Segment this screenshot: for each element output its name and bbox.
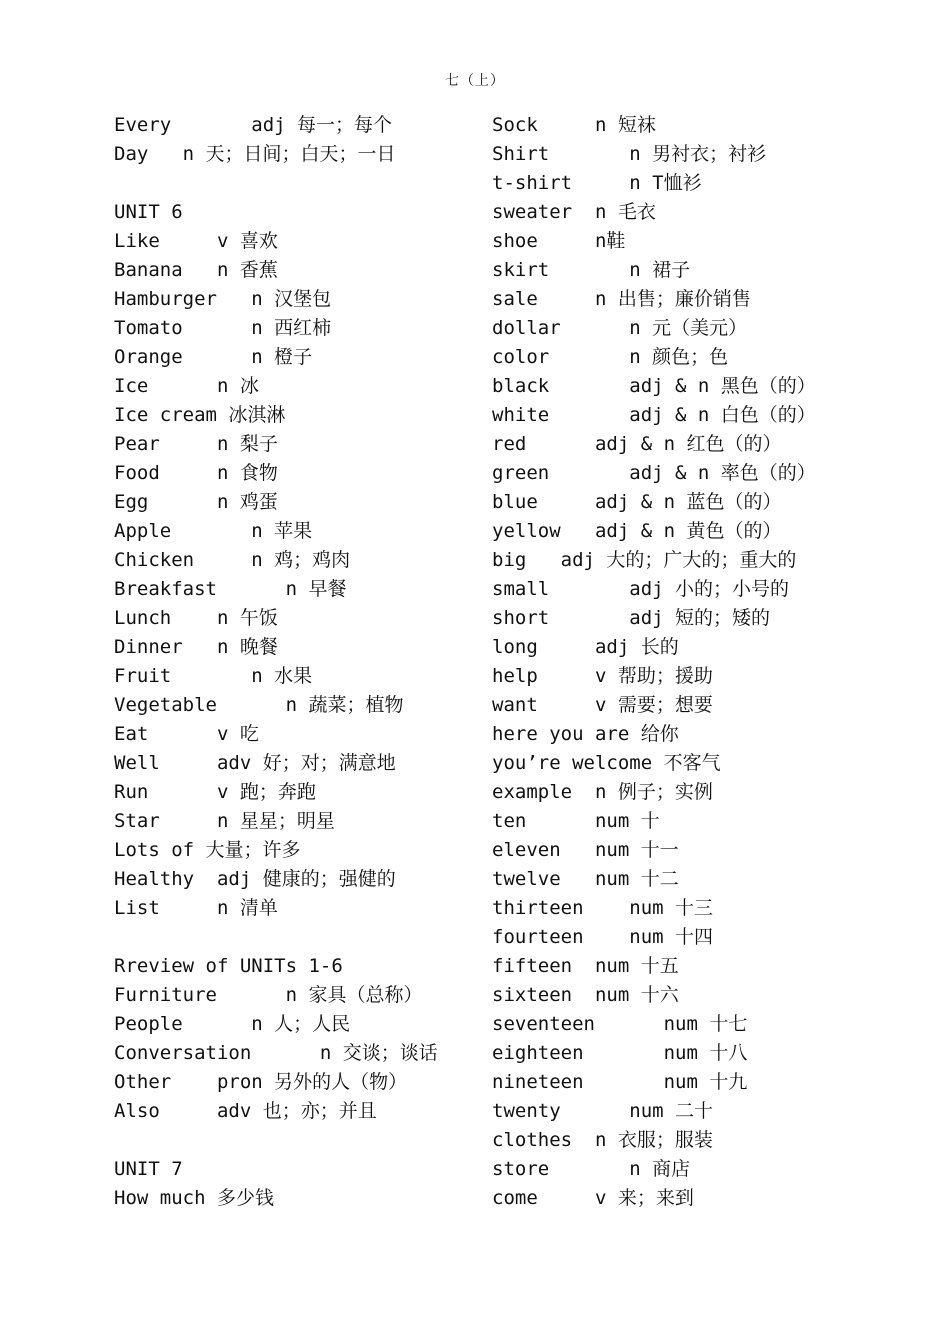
vocab-entry: Lunch n 午饭: [114, 607, 278, 629]
vocab-entry: Fruit n 水果: [114, 665, 313, 687]
vocab-entry: Chicken n 鸡；鸡肉: [114, 549, 351, 571]
vocab-entry: Vegetable n 蔬菜；植物: [114, 694, 404, 716]
vocab-entry: sale n 出售；廉价销售: [492, 288, 751, 310]
vocab-entry: Run v 跑；奔跑: [114, 781, 316, 803]
vocab-entry: Food n 食物: [114, 462, 278, 484]
page-header: 七（上）: [445, 73, 505, 89]
vocab-entry: black adj & n 黑色（的）: [492, 375, 816, 397]
vocab-entry: Sock n 短袜: [492, 114, 656, 136]
vocab-entry: shoe n鞋: [492, 230, 626, 252]
vocab-entry: eighteen num 十八: [492, 1042, 748, 1064]
vocab-entry: eleven num 十一: [492, 839, 679, 861]
vocab-entry: fifteen num 十五: [492, 955, 679, 977]
vocab-entry: sixteen num 十六: [492, 984, 679, 1006]
vocab-entry: big adj 大的；广大的；重大的: [492, 549, 797, 571]
vocab-entry: dollar n 元（美元）: [492, 317, 748, 339]
vocab-entry: short adj 短的；矮的: [492, 607, 771, 629]
vocab-entry: Egg n 鸡蛋: [114, 491, 278, 513]
vocab-entry: small adj 小的；小号的: [492, 578, 790, 600]
vocab-entry: People n 人；人民: [114, 1013, 351, 1035]
vocab-entry: color n 颜色；色: [492, 346, 729, 368]
vocab-entry: store n 商店: [492, 1158, 691, 1180]
vocab-entry: thirteen num 十三: [492, 897, 714, 919]
vocab-entry: Other pron 另外的人（物）: [114, 1071, 408, 1093]
vocab-entry: Tomato n 西红柿: [114, 317, 332, 339]
vocab-entry: Furniture n 家具（总称）: [114, 984, 423, 1006]
vocab-entry: Banana n 香蕉: [114, 259, 278, 281]
vocab-entry: green adj & n 率色（的）: [492, 462, 816, 484]
vocab-entry: Rreview of UNITs 1-6: [114, 955, 343, 977]
vocab-entry: List n 清单: [114, 897, 278, 919]
vocab-entry: you’re welcome 不客气: [492, 752, 721, 774]
vocab-entry: t-shirt n T恤衫: [492, 172, 702, 194]
vocab-entry: skirt n 裙子: [492, 259, 691, 281]
vocab-entry: Also adv 也；亦；并且: [114, 1100, 377, 1122]
vocab-entry: seventeen num 十七: [492, 1013, 748, 1035]
vocab-entry: twelve num 十二: [492, 868, 679, 890]
vocab-entry: How much 多少钱: [114, 1187, 274, 1209]
vocab-entry: Orange n 橙子: [114, 346, 313, 368]
blank-line: [114, 169, 474, 198]
vocab-entry: twenty num 二十: [492, 1100, 714, 1122]
vocab-entry: ten num 十: [492, 810, 660, 832]
vocabulary-column-left: [114, 111, 474, 1213]
vocab-entry: want v 需要；想要: [492, 694, 713, 716]
vocab-entry: Dinner n 晚餐: [114, 636, 278, 658]
vocab-entry: help v 帮助；援助: [492, 665, 713, 687]
vocab-entry: blue adj & n 蓝色（的）: [492, 491, 782, 513]
blank-line: [114, 923, 474, 952]
vocab-entry: UNIT 6: [114, 201, 183, 223]
vocab-entry: sweater n 毛衣: [492, 201, 656, 223]
vocab-entry: Ice n 冰: [114, 375, 259, 397]
vocab-entry: here you are 给你: [492, 723, 679, 745]
vocab-entry: Pear n 梨子: [114, 433, 278, 455]
vocab-entry: come v 来；来到: [492, 1187, 694, 1209]
vocab-entry: white adj & n 白色（的）: [492, 404, 816, 426]
vocab-entry: Shirt n 男衬衣；衬衫: [492, 143, 767, 165]
blank-line: [114, 1126, 474, 1155]
vocab-entry: example n 例子；实例: [492, 781, 713, 803]
vocab-entry: Day n 天；日间；白天；一日: [114, 143, 396, 165]
vocab-entry: Eat v 吃: [114, 723, 259, 745]
vocab-entry: fourteen num 十四: [492, 926, 714, 948]
vocab-entry: yellow adj & n 黄色（的）: [492, 520, 782, 542]
vocab-entry: nineteen num 十九: [492, 1071, 748, 1093]
vocab-entry: Conversation n 交谈；谈话: [114, 1042, 438, 1064]
vocab-entry: long adj 长的: [492, 636, 679, 658]
vocab-entry: Every adj 每一；每个: [114, 114, 393, 136]
vocab-entry: Like v 喜欢: [114, 230, 278, 252]
vocab-entry: Star n 星星；明星: [114, 810, 335, 832]
vocab-entry: Breakfast n 早餐: [114, 578, 347, 600]
vocab-entry: Hamburger n 汉堡包: [114, 288, 332, 310]
vocab-entry: Apple n 苹果: [114, 520, 313, 542]
vocab-entry: red adj & n 红色（的）: [492, 433, 782, 455]
vocab-entry: Well adv 好；对；满意地: [114, 752, 396, 774]
vocab-entry: Ice cream 冰淇淋: [114, 404, 286, 426]
vocab-entry: Lots of 大量；许多: [114, 839, 301, 861]
vocab-entry: UNIT 7: [114, 1158, 183, 1180]
vocab-entry: clothes n 衣服；服装: [492, 1129, 713, 1151]
vocabulary-column-right: [492, 111, 932, 1213]
vocab-entry: Healthy adj 健康的；强健的: [114, 868, 396, 890]
